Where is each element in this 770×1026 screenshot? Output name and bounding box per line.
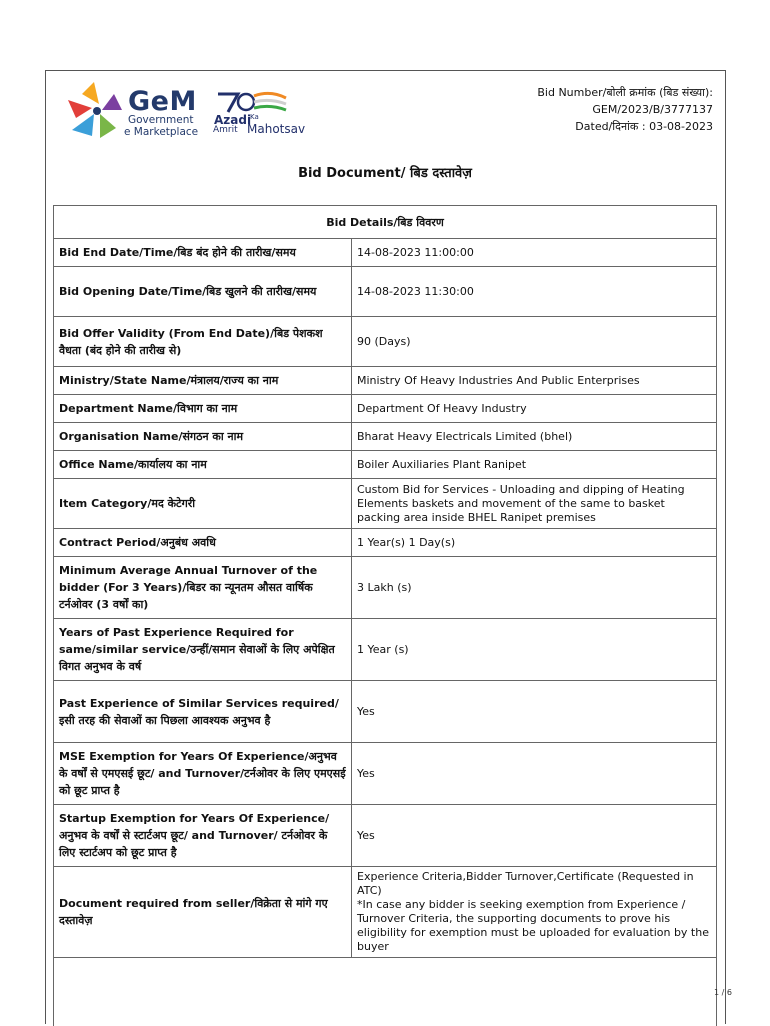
table-row <box>54 743 717 805</box>
row-value: Yes <box>352 681 717 743</box>
table-row <box>54 479 717 529</box>
row-value: 1 Year(s) 1 Day(s) <box>352 529 717 557</box>
row-label: MSE Exemption for Years Of Experience/अनुभव के वर्षों से एमएसई छूट/ and Turnover/टर्नओवर के लिए एमएसई को छूट प्राप्त है <box>54 743 352 805</box>
row-value: Bharat Heavy Electricals Limited (bhel) <box>352 423 717 451</box>
row-value: Ministry Of Heavy Industries And Public Enterprises <box>352 367 717 395</box>
row-label: Past Experience of Similar Services required/इसी तरह की सेवाओं का पिछला आवश्यक अनुभव है <box>54 681 352 743</box>
table-header-row <box>54 206 717 239</box>
row-label: Bid Opening Date/Time/बिड खुलने की तारीख/समय <box>54 267 352 317</box>
table-row <box>54 529 717 557</box>
row-value: 14-08-2023 11:30:00 <box>352 267 717 317</box>
gem-logo-line2: e Marketplace <box>124 126 199 138</box>
azadi-logo-word1: Azadi <box>214 113 252 127</box>
table-row <box>54 423 717 451</box>
table-continuation <box>53 946 717 1026</box>
row-label: Organisation Name/संगठन का नाम <box>54 423 352 451</box>
row-label: Minimum Average Annual Turnover of the bidder (For 3 Years)/बिडर का न्यूनतम औसत वार्षिक टर्नओवर (3 वर्षों का) <box>54 557 352 619</box>
bid-dated: Dated/दिनांक : 03-08-2023 <box>575 120 713 133</box>
gem-logo-word: GeM <box>128 86 197 117</box>
table-row <box>54 681 717 743</box>
row-value: Department Of Heavy Industry <box>352 395 717 423</box>
document-title: Bid Document/ बिड दस्तावेज़ <box>298 166 472 181</box>
azadi-logo-word2: Ka <box>250 113 259 121</box>
bid-number-label: Bid Number/बोली क्रमांक (बिड संख्या): <box>537 86 713 99</box>
table-row <box>54 451 717 479</box>
row-value: 1 Year (s) <box>352 619 717 681</box>
bid-meta <box>537 84 713 135</box>
row-label: Ministry/State Name/मंत्रालय/राज्य का नाम <box>54 367 352 395</box>
table-row <box>54 239 717 267</box>
row-value: Custom Bid for Services - Unloading and dipping of Heating Elements baskets and movement of the same to basket packing area inside BHEL Ranipet premises <box>352 479 717 529</box>
row-label: Office Name/कार्यालय का नाम <box>54 451 352 479</box>
row-label: Item Category/मद केटेगरी <box>54 479 352 529</box>
row-label: Bid End Date/Time/बिड बंद होने की तारीख/समय <box>54 239 352 267</box>
gem-logo-line1: Government <box>128 114 194 126</box>
row-label: Years of Past Experience Required for same/similar service/उन्हीं/समान सेवाओं के लिए अपेक्षित विगत अनुभव के वर्ष <box>54 619 352 681</box>
row-value: 14-08-2023 11:00:00 <box>352 239 717 267</box>
table-heading: Bid Details/बिड विवरण <box>54 206 717 239</box>
row-label: Contract Period/अनुबंध अवधि <box>54 529 352 557</box>
table-row <box>54 867 717 958</box>
row-label: Bid Offer Validity (From End Date)/बिड पेशकश वैधता (बंद होने की तारीख से) <box>54 317 352 367</box>
table-row <box>54 317 717 367</box>
table-row <box>54 805 717 867</box>
azadi-logo-word4: Mahotsav <box>247 122 306 136</box>
table-row <box>54 395 717 423</box>
row-label: Department Name/विभाग का नाम <box>54 395 352 423</box>
bid-number: GEM/2023/B/3777137 <box>592 103 713 116</box>
row-value: Experience Criteria,Bidder Turnover,Certificate (Requested in ATC) *In case any bidder is seeking exemption from Experience / Turnover Criteria, the supporting documents to prove his eligibility for exemption must be uploaded for evaluation by the buyer <box>352 867 717 958</box>
bid-details-table <box>53 205 717 958</box>
row-value: Yes <box>352 743 717 805</box>
row-value: Yes <box>352 805 717 867</box>
row-value: Boiler Auxiliaries Plant Ranipet <box>352 451 717 479</box>
row-value: 3 Lakh (s) <box>352 557 717 619</box>
row-value: 90 (Days) <box>352 317 717 367</box>
table-row <box>54 557 717 619</box>
table-row <box>54 367 717 395</box>
page-number: 1 / 6 <box>714 988 732 997</box>
azadi-logo-word3: Amrit <box>213 125 238 135</box>
row-label: Document required from seller/विक्रेता से मांगे गए दस्तावेज़ <box>54 867 352 958</box>
table-row <box>54 619 717 681</box>
row-label: Startup Exemption for Years Of Experience/अनुभव के वर्षों से स्टार्टअप छूट/ and Turnover/ टर्नओवर के लिए स्टार्टअप को छूट प्राप्त है <box>54 805 352 867</box>
table-row <box>54 267 717 317</box>
